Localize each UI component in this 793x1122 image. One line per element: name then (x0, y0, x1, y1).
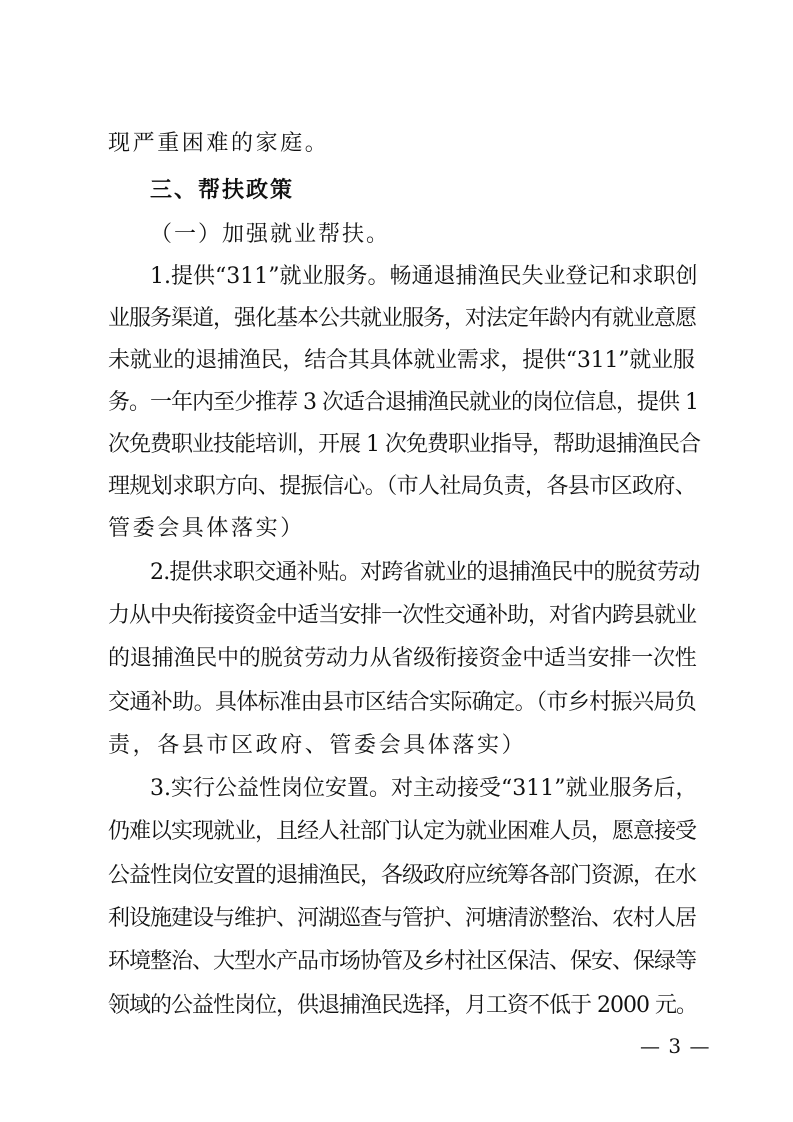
text-line: 力从中央衔接资金中适当安排一次性交通补助，对省内跨县就业 (108, 603, 697, 628)
text-line: 环境整治、大型水产品市场协管及乡村社区保洁、保安、保绿等 (108, 949, 697, 974)
text-line: 管委会具体落实） (108, 516, 305, 541)
text-line: 公益性岗位安置的退捕渔民，各级政府应统筹各部门资源，在水 (108, 863, 697, 888)
text-line: 交通补助。具体标准由县市区结合实际确定。（市乡村振兴局负 (108, 690, 697, 715)
text-line: 务。一年内至少推荐 3 次适合退捕渔民就业的岗位信息，提供 1 (108, 390, 698, 415)
text-line: 2.提供求职交通补贴。对跨省就业的退捕渔民中的脱贫劳动 (150, 560, 700, 585)
section-heading: 三、帮扶政策 (150, 178, 295, 203)
subsection-heading: （一）加强就业帮扶。 (150, 222, 391, 247)
text-line: 的退捕渔民中的脱贫劳动力从省级衔接资金中适当安排一次性 (108, 646, 697, 671)
text-line: 现严重困难的家庭。 (108, 131, 330, 156)
text-line: 1.提供“311”就业服务。畅通退捕渔民失业登记和求职创 (150, 264, 698, 289)
text-line: 仍难以实现就业，且经人社部门认定为就业困难人员，愿意接受 (108, 819, 697, 844)
text-line: 未就业的退捕渔民，结合其具体就业需求，提供“311”就业服 (108, 348, 695, 373)
text-line: 次免费职业技能培训，开展 1 次免费职业指导，帮助退捕渔民合 (108, 432, 700, 457)
text-line: 利设施建设与维护、河湖巡查与管护、河塘清淤整治、农村人居 (108, 906, 697, 931)
text-line: 领域的公益性岗位，供退捕渔民选择，月工资不低于 2000 元。 (108, 993, 697, 1018)
text-line: 理规划求职方向、提振信心。（市人社局负责，各县市区政府、 (108, 474, 697, 499)
text-line: 责，各县市区政府、管委会具体落实） (108, 733, 527, 758)
text-line: 业服务渠道，强化基本公共就业服务，对法定年龄内有就业意愿 (108, 306, 697, 331)
text-line: 3.实行公益性岗位安置。对主动接受“311”就业服务后， (150, 776, 698, 801)
page-number: — 3 — (640, 1034, 711, 1058)
